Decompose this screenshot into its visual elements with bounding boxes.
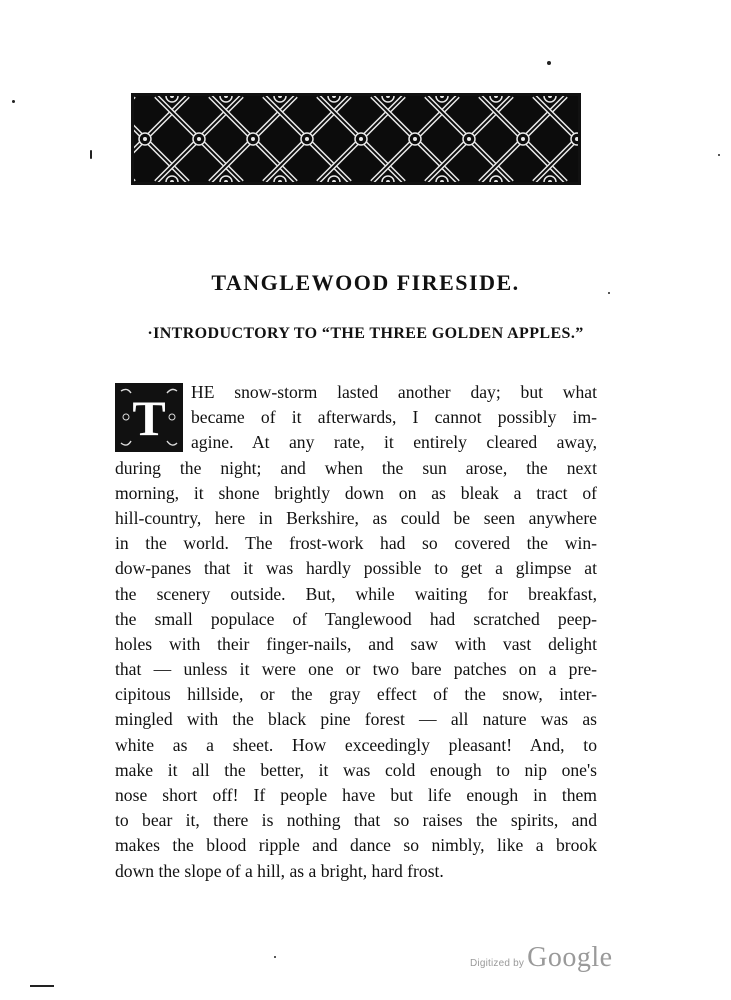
google-digitized-watermark [470, 942, 613, 974]
print-speck [274, 956, 276, 958]
chapter-title: TANGLEWOOD FIRESIDE. [211, 270, 520, 295]
text-line: HE snow-storm lasted another day; but what [191, 382, 597, 402]
watermark-prefix: Digitized by [470, 958, 525, 969]
print-speck [718, 154, 720, 156]
text-line: to bear it, there is nothing that so raises the spirits, and [115, 810, 597, 831]
text-line: down the slope of a hill, as a bright, hard frost. [115, 860, 444, 881]
text-line: that — unless it were one or two bare patches on a pre- [115, 659, 597, 680]
text-line: morning, it shone brightly down on as bleak a tract of [115, 482, 597, 503]
print-speck [12, 100, 15, 103]
text-line: hill-country, here in Berkshire, as could be seen anywhere [115, 507, 597, 528]
chapter-subtitle: ·INTRODUCTORY TO “THE THREE GOLDEN APPLES.” [147, 325, 584, 342]
drop-cap-letter: T [132, 390, 166, 446]
text-line: holes with their finger-nails, and saw with vast delight [115, 633, 597, 654]
text-line: became of it afterwards, I cannot possibly im- [191, 407, 597, 428]
watermark-brand: Google [527, 942, 613, 973]
text-line: makes the blood ripple and dance so nimbly, like a brook [115, 835, 597, 856]
text-line: dow-panes that it was hardly possible to get a glimpse at [115, 558, 597, 579]
print-speck [30, 985, 54, 987]
text-line: cipitous hillside, or the gray effect of the snow, inter- [115, 684, 597, 705]
text-line: nose short off! If people have but life enough in them [115, 785, 597, 805]
print-speck [90, 150, 92, 159]
text-line: during the night; and when the sun arose, the next [115, 457, 597, 478]
text-line: in the world. The frost-work had so covered the win- [115, 533, 597, 554]
text-line: agine. At any rate, it entirely cleared away, [191, 432, 597, 453]
text-line: white as a sheet. How exceedingly pleasant! And, to [115, 734, 597, 755]
text-line: mingled with the black pine forest — all nature was as [115, 709, 597, 730]
text-line: the small populace of Tanglewood had scratched peep- [115, 608, 597, 629]
decorative-header-ornament [131, 93, 581, 185]
text-line: make it all the better, it was cold enough to nip one's [115, 759, 597, 780]
print-speck [547, 61, 551, 65]
print-speck [608, 292, 610, 294]
text-line: the scenery outside. But, while waiting for breakfast, [115, 583, 597, 604]
body-paragraph [115, 380, 597, 884]
